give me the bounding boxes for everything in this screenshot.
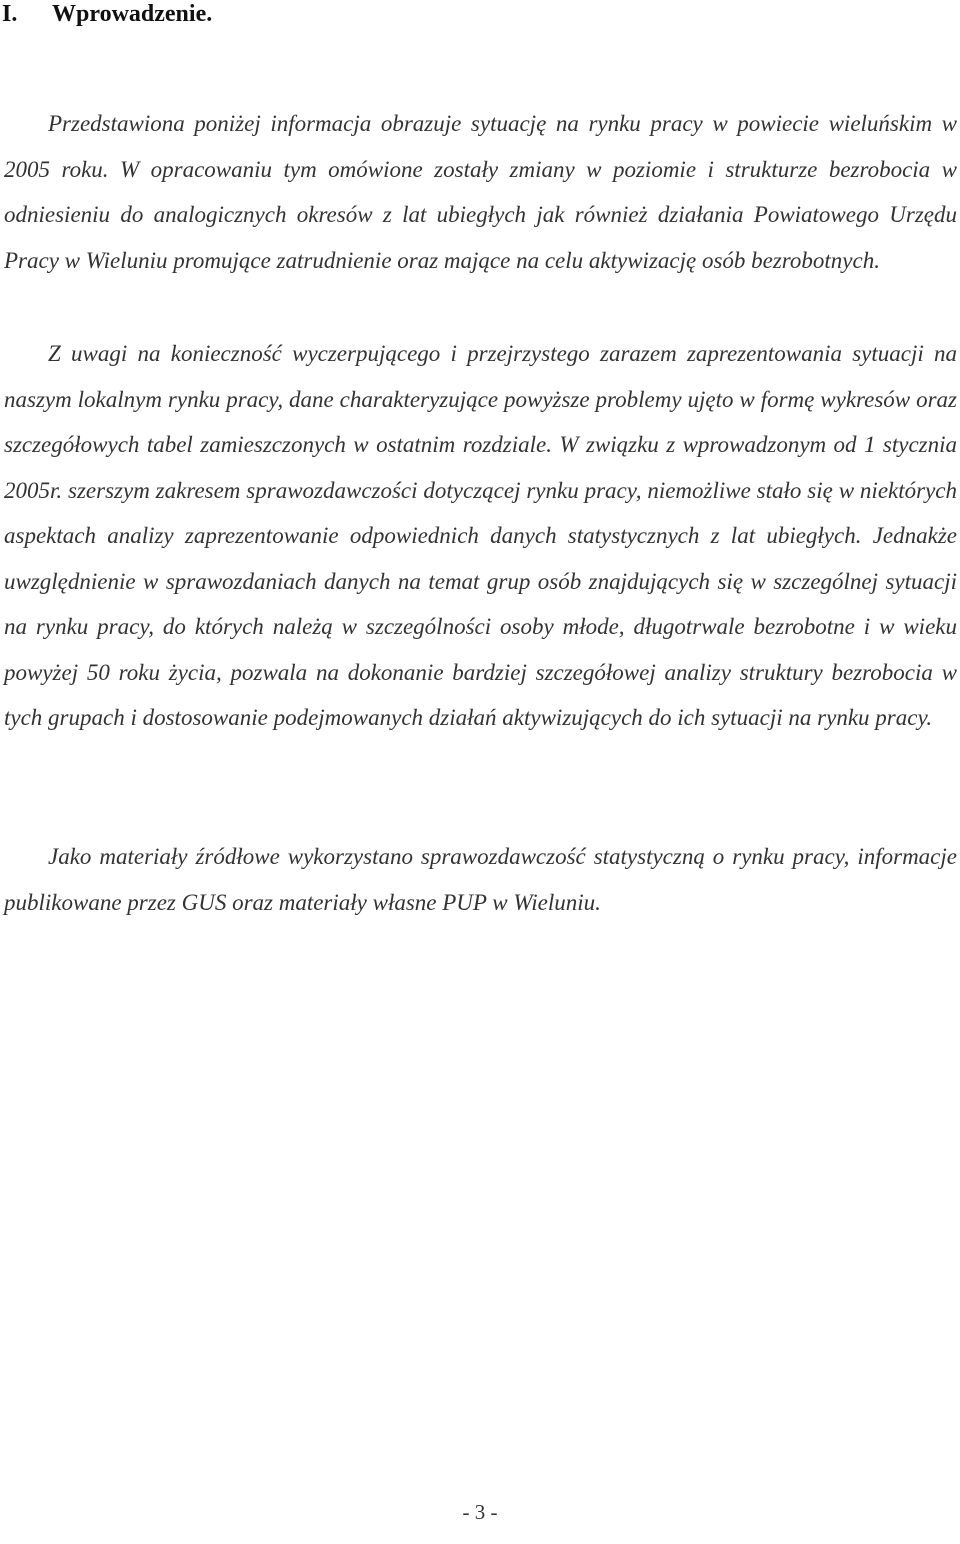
- section-number: I.: [2, 1, 18, 27]
- paragraph-intro: Przedstawiona poniżej informacja obrazuje sytuację na rynku pracy w powiecie wieluńskim w 2005 roku. W opracowaniu tym omówione zostały zmiany w poziomie i strukturze bezrobocia w odniesieniu do analogicznych okresów z lat ubiegłych jak również działania Powiatowego Urzędu Pracy w Wieluniu promujące zatrudnienie oraz mające na celu aktywizację osób bezrobotnych.: [4, 111, 957, 273]
- section-heading: [0, 0, 212, 28]
- section-title: Wprowadzenie.: [52, 1, 213, 27]
- page-number: - 3 -: [462, 1500, 498, 1524]
- paragraph-sources: Jako materiały źródłowe wykorzystano sprawozdawczość statystyczną o rynku pracy, informacje publikowane przez GUS oraz materiały własne PUP w Wieluniu.: [4, 844, 957, 915]
- paragraph-data-presentation: Z uwagi na konieczność wyczerpującego i przejrzystego zarazem zaprezentowania sytuacji na naszym lokalnym rynku pracy, dane charakteryzujące powyższe problemy ujęto w formę wykresów oraz szczegółowych tabel zamieszczonych w ostatnim rozdziale. W związku z wprowadzonym od 1 stycznia 2005r. szerszym zakresem sprawozdawczości dotyczącej rynku pracy, niemożliwe stało się w niektórych aspektach analizy zaprezentowanie odpowiednich danych statystycznych z lat ubiegłych. Jednakże uwzględnienie w sprawozdaniach danych na temat grup osób znajdujących się w szczególnej sytuacji na rynku pracy, do których należą w szczególności osoby młode, długotrwale bezrobotne i w wieku powyżej 50 roku życia, pozwala na dokonanie bardziej szczegółowej analizy struktury bezrobocia w tych grupach i dostosowanie podejmowanych działań aktywizujących do ich sytuacji na rynku pracy.: [4, 341, 957, 730]
